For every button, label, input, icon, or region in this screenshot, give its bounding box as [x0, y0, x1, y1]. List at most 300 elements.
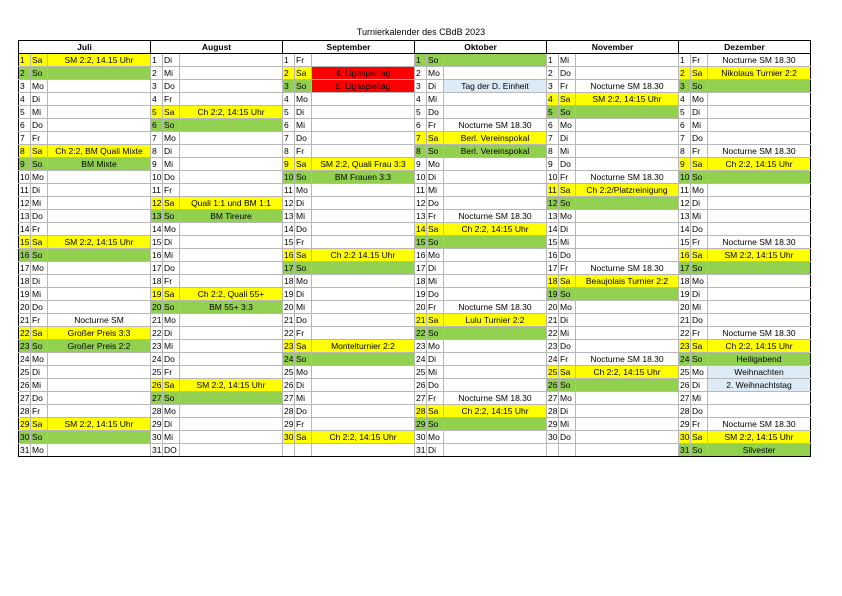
- event-cell: [576, 158, 679, 171]
- weekday: Mi: [31, 288, 48, 301]
- weekday: Mi: [427, 366, 444, 379]
- event-cell: Nocturne SM 18.30: [708, 327, 811, 340]
- event-cell: SM 2:2, 14:15 Uhr: [576, 93, 679, 106]
- weekday: Fr: [31, 223, 48, 236]
- event-cell: Nocturne SM 18.30: [708, 236, 811, 249]
- event-cell: [708, 392, 811, 405]
- event-cell: [576, 327, 679, 340]
- event-cell: [180, 93, 283, 106]
- event-cell: [48, 184, 151, 197]
- event-cell: [444, 249, 547, 262]
- event-cell: [708, 80, 811, 93]
- day-number: 16: [20, 250, 30, 260]
- weekday: Sa: [163, 197, 180, 210]
- event-cell: [180, 431, 283, 444]
- weekday: Mo: [691, 275, 708, 288]
- day-number: 22: [548, 328, 558, 338]
- table-row: [19, 418, 811, 431]
- day-number: 10: [284, 172, 294, 182]
- event-cell: [48, 262, 151, 275]
- table-row: [19, 184, 811, 197]
- event-cell: [576, 119, 679, 132]
- event-cell: [48, 353, 151, 366]
- weekday: Fr: [295, 236, 312, 249]
- empty-cell: [547, 444, 559, 457]
- event-cell: BM Tireure: [180, 210, 283, 223]
- weekday: Mo: [31, 80, 48, 93]
- weekday: Do: [559, 67, 576, 80]
- day-number: 1: [415, 54, 427, 67]
- event-cell: [180, 405, 283, 418]
- weekday: Do: [691, 223, 708, 236]
- day-number: 8: [283, 145, 295, 158]
- event-cell: [312, 301, 415, 314]
- weekday: Mo: [31, 353, 48, 366]
- day-number: 9: [19, 158, 31, 171]
- day-number: 15: [152, 237, 162, 247]
- empty-cell: [576, 444, 679, 457]
- event-cell: [576, 132, 679, 145]
- event-cell: Nocturne SM 18.30: [444, 210, 547, 223]
- event-cell: [48, 132, 151, 145]
- day-number: 12: [680, 198, 690, 208]
- weekday: Do: [163, 171, 180, 184]
- event-cell: [312, 132, 415, 145]
- day-number: 23: [20, 341, 30, 351]
- event-cell: [708, 93, 811, 106]
- day-number: 7: [19, 132, 31, 145]
- weekday: So: [295, 80, 312, 93]
- event-cell: [312, 314, 415, 327]
- day-number: 17: [284, 263, 294, 273]
- event-cell: [180, 184, 283, 197]
- day-number: 25: [152, 367, 162, 377]
- event-cell: Nocturne SM 18.30: [444, 392, 547, 405]
- day-number: 3: [151, 80, 163, 93]
- day-number: 21: [680, 315, 690, 325]
- event-cell: [576, 236, 679, 249]
- weekday: Di: [427, 80, 444, 93]
- day-number: 23: [284, 341, 294, 351]
- table-row: [19, 392, 811, 405]
- day-number: 8: [547, 145, 559, 158]
- day-number: 10: [20, 172, 30, 182]
- day-number: 30: [548, 432, 558, 442]
- weekday: Do: [559, 249, 576, 262]
- event-cell: Ch 2:2, Quali 55+: [180, 288, 283, 301]
- event-cell: [48, 366, 151, 379]
- event-cell: [48, 106, 151, 119]
- day-number: 9: [151, 158, 163, 171]
- event-cell: [708, 314, 811, 327]
- day-number: 7: [283, 132, 295, 145]
- table-row: [19, 80, 811, 93]
- event-cell: [180, 366, 283, 379]
- weekday: Fr: [691, 54, 708, 67]
- event-cell: [708, 405, 811, 418]
- event-cell: [180, 145, 283, 158]
- day-number: 26: [680, 380, 690, 390]
- weekday: Mi: [691, 392, 708, 405]
- weekday: Mi: [163, 249, 180, 262]
- event-cell: Berl. Vereinspokal: [444, 145, 547, 158]
- day-number: 28: [152, 406, 162, 416]
- day-number: 30: [680, 432, 690, 442]
- day-number: 14: [548, 224, 558, 234]
- weekday: So: [691, 171, 708, 184]
- day-number: 14: [416, 224, 426, 234]
- weekday: Fr: [559, 262, 576, 275]
- event-cell: Großer Preis 3:3: [48, 327, 151, 340]
- weekday: Fr: [163, 366, 180, 379]
- day-number: 1: [151, 54, 163, 67]
- weekday: Fr: [163, 93, 180, 106]
- day-number: 13: [152, 211, 162, 221]
- weekday: Fr: [691, 418, 708, 431]
- empty-cell: [312, 444, 415, 457]
- weekday: Sa: [691, 431, 708, 444]
- day-number: 2: [547, 67, 559, 80]
- day-number: 18: [284, 276, 294, 286]
- weekday: Mi: [295, 301, 312, 314]
- day-number: 21: [152, 315, 162, 325]
- day-number: 3: [679, 80, 691, 93]
- event-cell: [180, 223, 283, 236]
- event-cell: [444, 431, 547, 444]
- day-number: 15: [20, 237, 30, 247]
- event-cell: [180, 275, 283, 288]
- day-number: 20: [416, 302, 426, 312]
- weekday: Mi: [691, 210, 708, 223]
- day-number: 19: [152, 289, 162, 299]
- day-number: 31: [680, 445, 690, 455]
- day-number: 17: [680, 263, 690, 273]
- event-cell: [576, 197, 679, 210]
- event-cell: [576, 223, 679, 236]
- weekday: Do: [559, 340, 576, 353]
- event-cell: [444, 262, 547, 275]
- event-cell: [48, 431, 151, 444]
- table-row: [19, 93, 811, 106]
- day-number: 2: [283, 67, 295, 80]
- month-header-november: November: [547, 41, 679, 54]
- day-number: 22: [152, 328, 162, 338]
- weekday: Do: [427, 288, 444, 301]
- weekday: Fr: [427, 210, 444, 223]
- event-cell: [312, 210, 415, 223]
- weekday: So: [691, 262, 708, 275]
- event-cell: [708, 119, 811, 132]
- day-number: 18: [20, 276, 30, 286]
- event-cell: [576, 418, 679, 431]
- event-cell: [180, 353, 283, 366]
- weekday: Sa: [691, 158, 708, 171]
- month-header-row: [19, 41, 811, 54]
- day-number: 29: [548, 419, 558, 429]
- weekday: So: [163, 301, 180, 314]
- day-number: 1: [679, 54, 691, 67]
- weekday: Do: [691, 132, 708, 145]
- day-number: 12: [20, 198, 30, 208]
- event-cell: Nocturne SM 18.30: [444, 301, 547, 314]
- weekday: Di: [163, 327, 180, 340]
- day-number: 24: [680, 354, 690, 364]
- weekday: Di: [559, 405, 576, 418]
- event-cell: Nocturne SM 18.30: [708, 418, 811, 431]
- weekday: Di: [163, 418, 180, 431]
- weekday: Mi: [559, 54, 576, 67]
- event-cell: [180, 132, 283, 145]
- day-number: 15: [548, 237, 558, 247]
- event-cell: [180, 171, 283, 184]
- day-number: 8: [679, 145, 691, 158]
- day-number: 4: [547, 93, 559, 106]
- event-cell: SM 2:2, 14:15 Uhr: [708, 249, 811, 262]
- weekday: Mi: [295, 119, 312, 132]
- weekday: Do: [163, 353, 180, 366]
- day-number: 27: [20, 393, 30, 403]
- weekday: Mo: [31, 171, 48, 184]
- event-cell: [48, 288, 151, 301]
- day-number: 7: [679, 132, 691, 145]
- weekday: So: [691, 80, 708, 93]
- weekday: Fr: [691, 236, 708, 249]
- weekday: Fr: [163, 184, 180, 197]
- day-number: 5: [679, 106, 691, 119]
- day-number: 16: [416, 250, 426, 260]
- day-number: 29: [680, 419, 690, 429]
- day-number: 13: [680, 211, 690, 221]
- event-cell: [576, 210, 679, 223]
- table-row: [19, 327, 811, 340]
- day-number: 26: [416, 380, 426, 390]
- weekday: So: [31, 340, 48, 353]
- day-number: 20: [152, 302, 162, 312]
- event-cell: Ch 2:2, 14:15 Uhr: [444, 405, 547, 418]
- day-number: 28: [548, 406, 558, 416]
- month-header-juli: Juli: [19, 41, 151, 54]
- event-cell: [48, 210, 151, 223]
- weekday: Sa: [427, 132, 444, 145]
- event-cell: [312, 392, 415, 405]
- weekday: Di: [691, 379, 708, 392]
- event-cell: [444, 288, 547, 301]
- day-number: 4: [19, 93, 31, 106]
- event-cell: [576, 405, 679, 418]
- event-cell: Nocturne SM 18.30: [708, 54, 811, 67]
- weekday: Di: [427, 444, 444, 457]
- weekday: Sa: [559, 184, 576, 197]
- weekday: So: [559, 288, 576, 301]
- event-cell: [48, 223, 151, 236]
- weekday: Di: [295, 288, 312, 301]
- event-cell: [48, 119, 151, 132]
- day-number: 18: [680, 276, 690, 286]
- event-cell: [576, 249, 679, 262]
- day-number: 26: [548, 380, 558, 390]
- day-number: 2: [679, 67, 691, 80]
- day-number: 6: [283, 119, 295, 132]
- day-number: 21: [548, 315, 558, 325]
- weekday: Sa: [31, 418, 48, 431]
- table-row: [19, 314, 811, 327]
- day-number: 3: [283, 80, 295, 93]
- weekday: Sa: [691, 340, 708, 353]
- event-cell: [312, 379, 415, 392]
- event-cell: [576, 379, 679, 392]
- weekday: Mo: [691, 93, 708, 106]
- weekday: Fr: [559, 171, 576, 184]
- weekday: Mi: [31, 106, 48, 119]
- weekday: Di: [691, 106, 708, 119]
- day-number: 24: [152, 354, 162, 364]
- event-cell: Ch 2:2, 14:15 Uhr: [444, 223, 547, 236]
- day-number: 15: [416, 237, 426, 247]
- event-cell: Nocturne SM 18.30: [444, 119, 547, 132]
- day-number: 12: [416, 198, 426, 208]
- table-row: [19, 444, 811, 457]
- event-cell: Nocturne SM 18.30: [576, 353, 679, 366]
- event-cell: Nocturne SM: [48, 314, 151, 327]
- day-number: 7: [415, 132, 427, 145]
- event-cell: [576, 301, 679, 314]
- weekday: Di: [427, 171, 444, 184]
- event-cell: [312, 327, 415, 340]
- day-number: 9: [283, 158, 295, 171]
- weekday: Sa: [295, 340, 312, 353]
- weekday: Sa: [427, 223, 444, 236]
- event-cell: [444, 353, 547, 366]
- weekday: Mi: [427, 93, 444, 106]
- event-cell: [312, 288, 415, 301]
- day-number: 29: [416, 419, 426, 429]
- weekday: Mi: [559, 327, 576, 340]
- day-number: 3: [547, 80, 559, 93]
- event-cell: Heiligabend: [708, 353, 811, 366]
- weekday: Do: [295, 405, 312, 418]
- weekday: Fr: [427, 301, 444, 314]
- day-number: 1: [547, 54, 559, 67]
- weekday: Di: [31, 184, 48, 197]
- event-cell: SM 2:2, 14:15 Uhr: [180, 379, 283, 392]
- weekday: So: [295, 353, 312, 366]
- weekday: Sa: [295, 431, 312, 444]
- event-cell: Ch 2:2, 14:15 Uhr: [312, 431, 415, 444]
- weekday: So: [691, 444, 708, 457]
- empty-cell: [283, 444, 295, 457]
- event-cell: Nikolaus Turnier 2:2: [708, 67, 811, 80]
- weekday: Mo: [295, 366, 312, 379]
- day-number: 24: [548, 354, 558, 364]
- weekday: So: [427, 54, 444, 67]
- event-cell: SM 2:2, 14:15 Uhr: [48, 418, 151, 431]
- day-number: 19: [548, 289, 558, 299]
- day-number: 22: [284, 328, 294, 338]
- weekday: So: [163, 119, 180, 132]
- day-number: 19: [284, 289, 294, 299]
- day-number: 16: [284, 250, 294, 260]
- day-number: 23: [548, 341, 558, 351]
- event-cell: [444, 184, 547, 197]
- day-number: 6: [19, 119, 31, 132]
- event-cell: [312, 418, 415, 431]
- day-number: 17: [152, 263, 162, 273]
- table-row: [19, 171, 811, 184]
- weekday: Fr: [691, 327, 708, 340]
- day-number: 28: [20, 406, 30, 416]
- weekday: So: [295, 171, 312, 184]
- event-cell: [312, 366, 415, 379]
- weekday: So: [31, 249, 48, 262]
- day-number: 22: [416, 328, 426, 338]
- event-cell: Ch 2:2, 14:15 Uhr: [180, 106, 283, 119]
- day-number: 20: [680, 302, 690, 312]
- weekday: So: [163, 392, 180, 405]
- weekday: Di: [691, 197, 708, 210]
- day-number: 4: [679, 93, 691, 106]
- day-number: 22: [680, 328, 690, 338]
- day-number: 27: [680, 393, 690, 403]
- weekday: Sa: [31, 54, 48, 67]
- month-header-august: August: [151, 41, 283, 54]
- event-cell: [444, 197, 547, 210]
- day-number: 26: [284, 380, 294, 390]
- weekday: Mi: [31, 379, 48, 392]
- event-cell: [444, 171, 547, 184]
- day-number: 6: [151, 119, 163, 132]
- event-cell: [444, 444, 547, 457]
- event-cell: [708, 132, 811, 145]
- day-number: 17: [20, 263, 30, 273]
- event-cell: [576, 392, 679, 405]
- event-cell: [708, 275, 811, 288]
- weekday: Fr: [559, 80, 576, 93]
- event-cell: SM 2:2, 14:15 Uhr: [48, 236, 151, 249]
- calendar-body: [19, 54, 811, 457]
- day-number: 11: [548, 185, 557, 195]
- weekday: Do: [691, 405, 708, 418]
- event-cell: Nocturne SM 18.30: [708, 145, 811, 158]
- day-number: 28: [284, 406, 294, 416]
- day-number: 18: [416, 276, 426, 286]
- weekday: Mi: [691, 119, 708, 132]
- weekday: Mo: [295, 275, 312, 288]
- weekday: Do: [31, 301, 48, 314]
- day-number: 20: [20, 302, 30, 312]
- day-number: 11: [20, 185, 29, 195]
- day-number: 23: [680, 341, 690, 351]
- day-number: 5: [415, 106, 427, 119]
- event-cell: SM 2:2, 14:15 Uhr: [708, 431, 811, 444]
- event-cell: SM 2:2, 14.15 Uhr: [48, 54, 151, 67]
- day-number: 15: [284, 237, 294, 247]
- day-number: 27: [416, 393, 426, 403]
- event-cell: Silvester: [708, 444, 811, 457]
- event-cell: [180, 327, 283, 340]
- day-number: 10: [152, 172, 162, 182]
- day-number: 30: [152, 432, 162, 442]
- weekday: Do: [427, 379, 444, 392]
- event-cell: [444, 93, 547, 106]
- day-number: 8: [151, 145, 163, 158]
- table-row: [19, 366, 811, 379]
- day-number: 31: [20, 445, 30, 455]
- weekday: Do: [427, 197, 444, 210]
- day-number: 6: [679, 119, 691, 132]
- day-number: 19: [20, 289, 30, 299]
- weekday: Di: [163, 54, 180, 67]
- weekday: Do: [295, 314, 312, 327]
